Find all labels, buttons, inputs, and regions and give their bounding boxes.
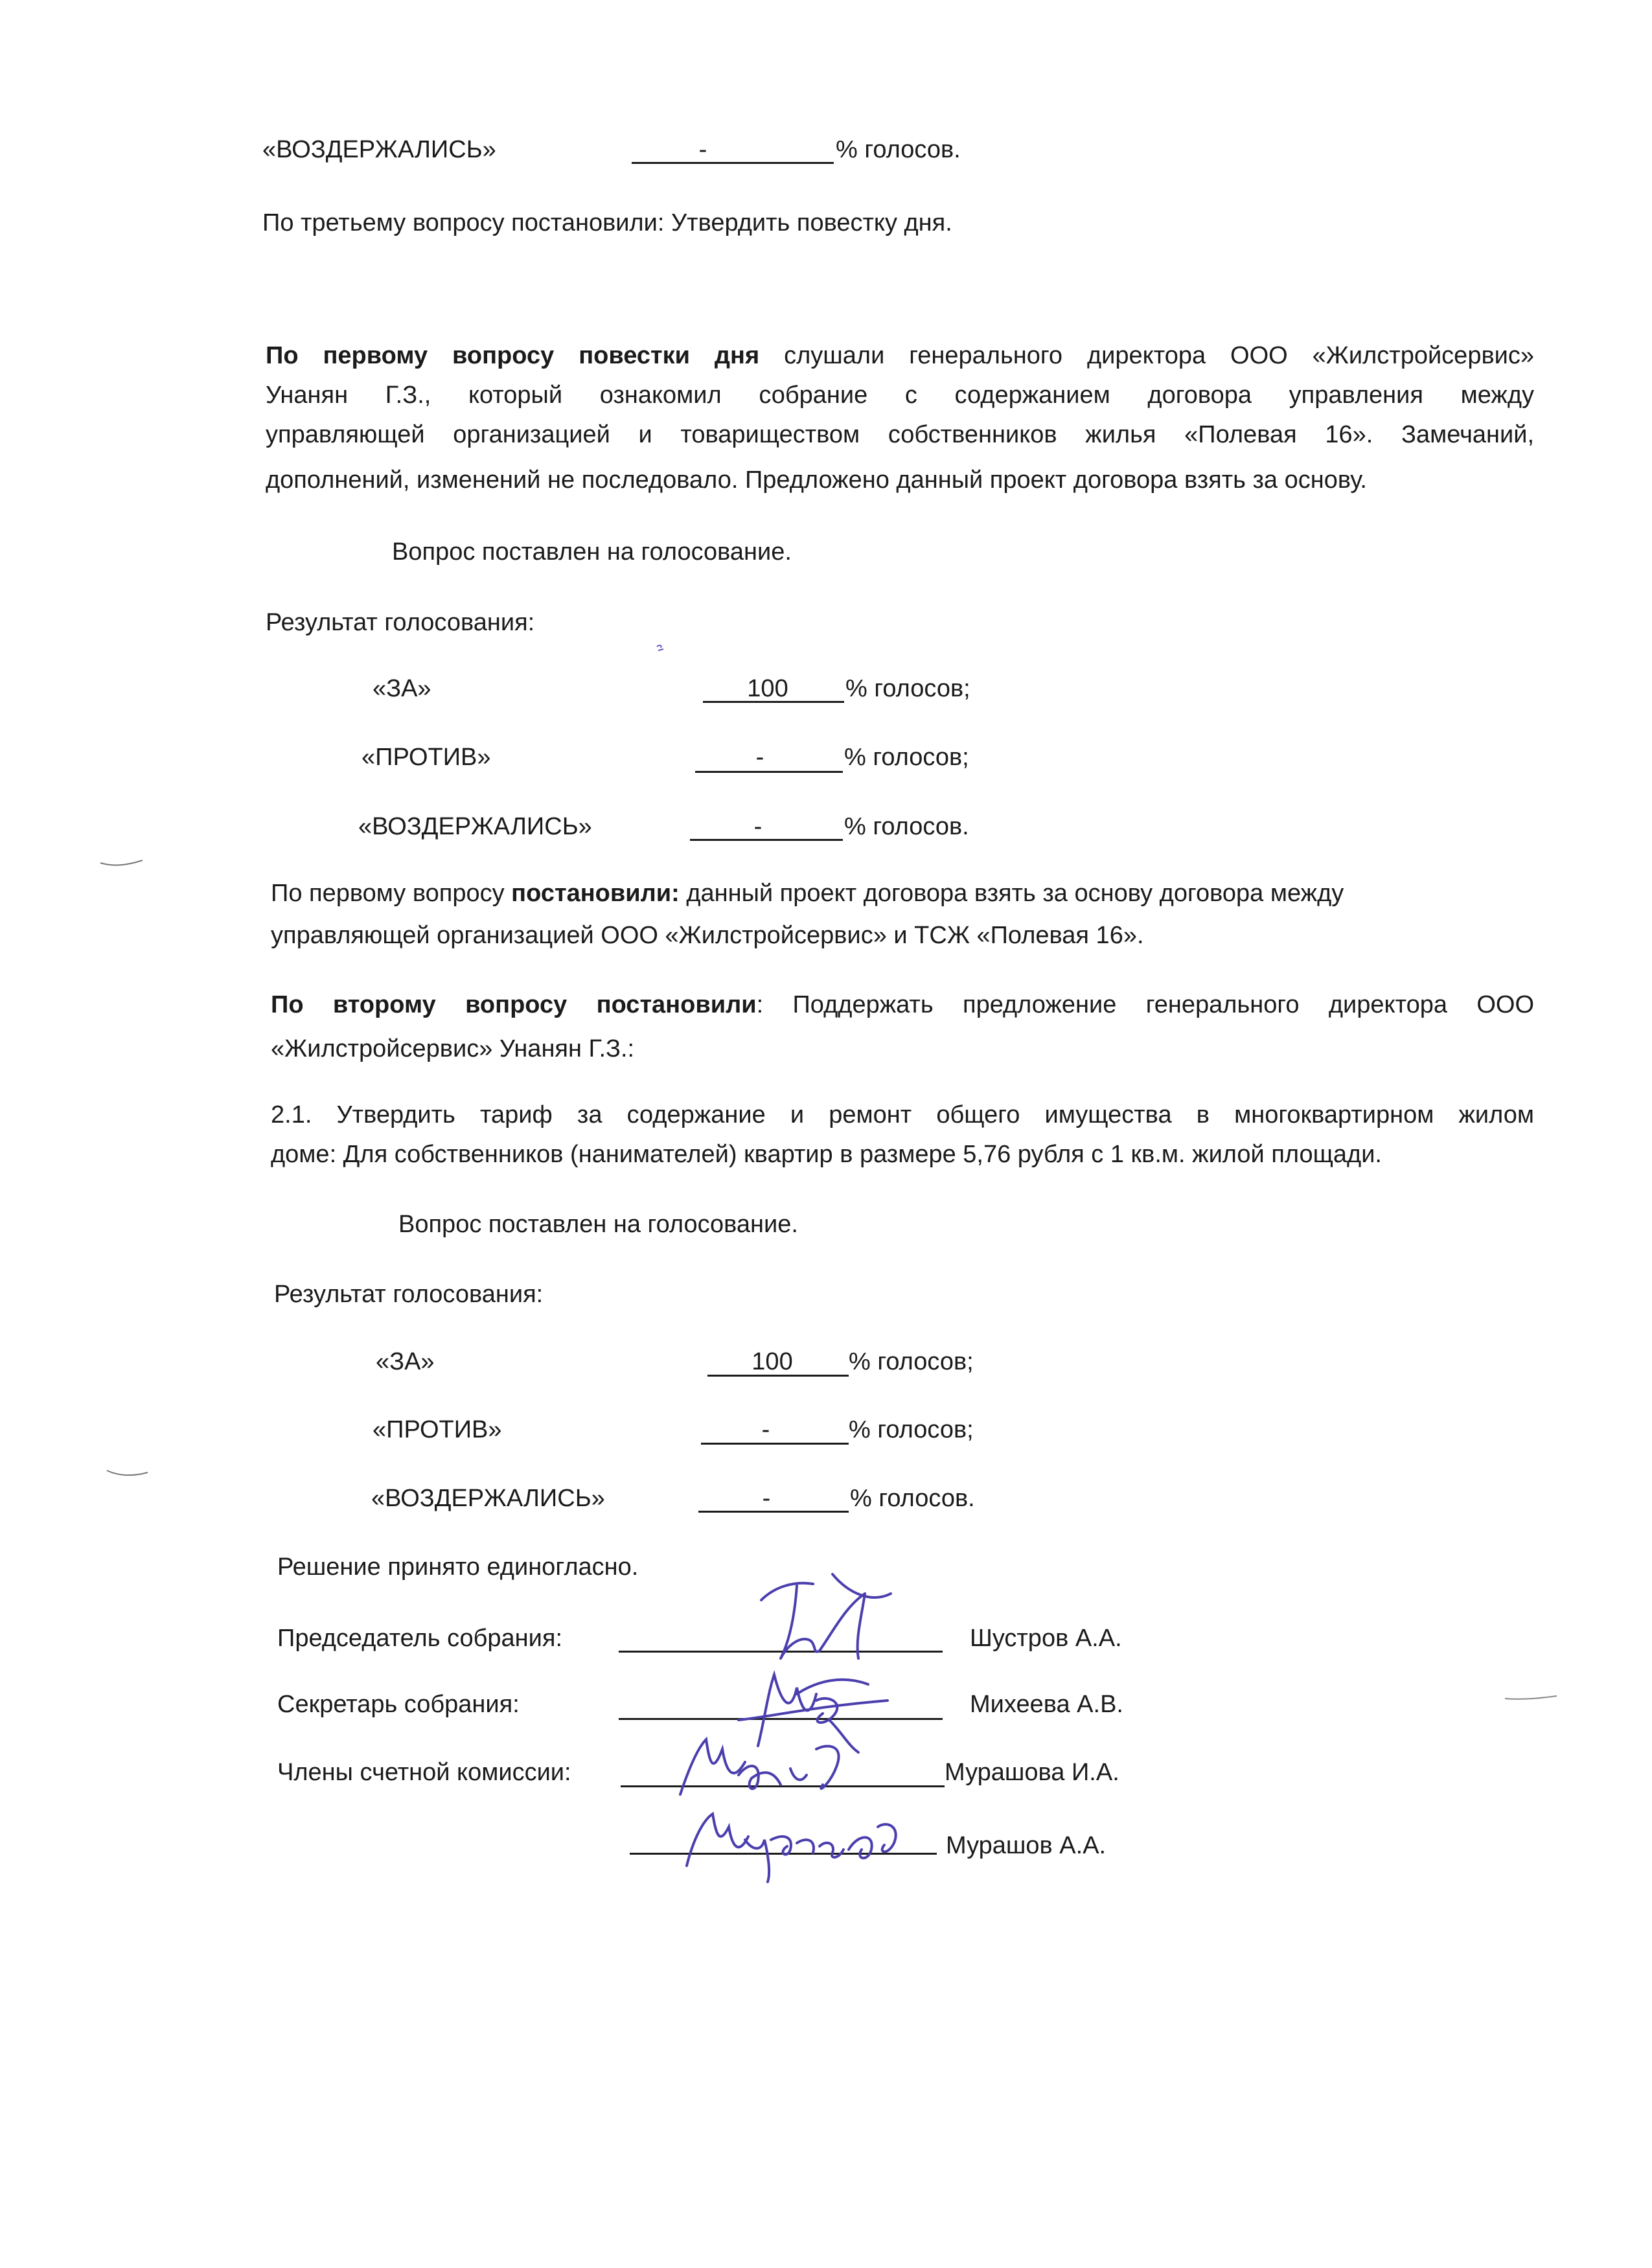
q2-vote-against-underline — [701, 1443, 849, 1445]
q1-decision-line1 — [271, 881, 1344, 906]
top-abstain-unit: % голосов. — [836, 136, 961, 163]
q1-vote-against-unit: % голосов; — [844, 744, 969, 771]
signature-name-commission-2: Мурашов А.А. — [946, 1832, 1107, 1859]
q2-vote-against-label: «ПРОТИВ» — [373, 1416, 502, 1443]
q2-vote-abstain-label: «ВОЗДЕРЖАЛИСЬ» — [371, 1485, 605, 1512]
scan-mark-right — [1502, 1692, 1560, 1705]
signature-name-secretary: Михеева А.В. — [970, 1691, 1123, 1718]
q2-vote-intro: Вопрос поставлен на голосование. — [398, 1211, 798, 1238]
q2-vote-abstain-underline — [698, 1511, 849, 1513]
q1-paragraph-line1 — [266, 343, 1534, 368]
q1-vote-against-underline — [695, 771, 843, 773]
q2-line1-rest: : Поддержать предложение генерального директора ООО — [756, 991, 1534, 1018]
q2-vote-against-unit: % голосов; — [849, 1416, 974, 1443]
q1-result-label: Результат голосования: — [266, 609, 535, 636]
q1-vote-against-label: «ПРОТИВ» — [361, 744, 491, 771]
decision-unanimous: Решение принято единогласно. — [277, 1553, 639, 1581]
scan-mark-left-1 — [97, 856, 149, 869]
signature-role-secretary: Секретарь собрания: — [277, 1691, 520, 1718]
q1-decision-pre: По первому вопросу — [271, 880, 505, 907]
q1-lead-bold: По первому вопросу повестки дня — [266, 342, 760, 369]
q1-paragraph-line3: управляющей организацией и товариществом собственников жилья «Полевая 16». Замечаний, — [266, 421, 1534, 448]
signature-name-chairman: Шустров А.А. — [970, 1625, 1122, 1652]
signature-role-commission: Члены счетной комиссии: — [277, 1759, 571, 1786]
q2-result-label: Результат голосования: — [274, 1281, 544, 1308]
q1-decision-line2: управляющей организацией ООО «Жилстройсервис» и ТСЖ «Полевая 16». — [271, 922, 1144, 949]
q1-vote-against-value: - — [755, 744, 764, 771]
q1-decision-bold: постановили: — [511, 880, 680, 907]
top-abstain-label: «ВОЗДЕРЖАЛИСЬ» — [262, 136, 496, 163]
scan-mark-left-2 — [104, 1467, 155, 1480]
signature-name-commission-1: Мурашова И.А. — [945, 1759, 1119, 1786]
top-abstain-value: - — [698, 136, 707, 163]
q1-paragraph-line4: дополнений, изменений не последовало. Предложено данный проект договора взять за основу. — [266, 466, 1367, 494]
q2-lead-bold: По второму вопросу постановили — [271, 991, 757, 1018]
q1-vote-abstain-unit: % голосов. — [844, 813, 969, 840]
q1-paragraph-line2: Унанян Г.З., который ознакомил собрание с содержанием договора управления между — [266, 382, 1534, 409]
q2-item-line2: доме: Для собственников (нанимателей) квартир в размере 5,76 рубля с 1 кв.м. жилой площади. — [271, 1141, 1382, 1168]
q1-decision-rest: данный проект договора взять за основу договора между — [686, 880, 1344, 907]
q1-vote-abstain-label: «ВОЗДЕРЖАЛИСЬ» — [358, 813, 592, 840]
top-abstain-underline — [632, 162, 834, 164]
q2-vote-against-value: - — [761, 1416, 770, 1443]
q2-vote-for-unit: % голосов; — [849, 1348, 974, 1375]
signature-role-chairman: Председатель собрания: — [277, 1625, 563, 1652]
q2-vote-for-value: 100 — [751, 1348, 793, 1375]
q1-vote-for-value: 100 — [747, 675, 788, 702]
q2-item-line1: 2.1. Утвердить тариф за содержание и ремонт общего имущества в многоквартирном жилом — [271, 1101, 1534, 1128]
q2-vote-abstain-unit: % голосов. — [850, 1485, 975, 1512]
q1-line1-rest: слушали генерального директора ООО «Жилстройсервис» — [784, 342, 1535, 369]
handwritten-signature-commission-2 — [674, 1788, 933, 1892]
q2-line1 — [271, 992, 1534, 1017]
q2-vote-for-label: «ЗА» — [376, 1348, 435, 1375]
q1-vote-abstain-underline — [690, 839, 843, 841]
q1-vote-abstain-value: - — [753, 813, 763, 840]
third-question-decision: По третьему вопросу постановили: Утвердить повестку дня. — [262, 209, 952, 236]
q2-vote-abstain-value: - — [762, 1485, 771, 1512]
q1-vote-intro: Вопрос поставлен на голосование. — [392, 538, 792, 566]
q1-vote-for-unit: % голосов; — [845, 675, 970, 702]
scan-speck-blue — [654, 643, 667, 653]
q1-vote-for-label: «ЗА» — [373, 675, 431, 702]
q2-line2: «Жилстройсервис» Унанян Г.З.: — [271, 1035, 635, 1062]
